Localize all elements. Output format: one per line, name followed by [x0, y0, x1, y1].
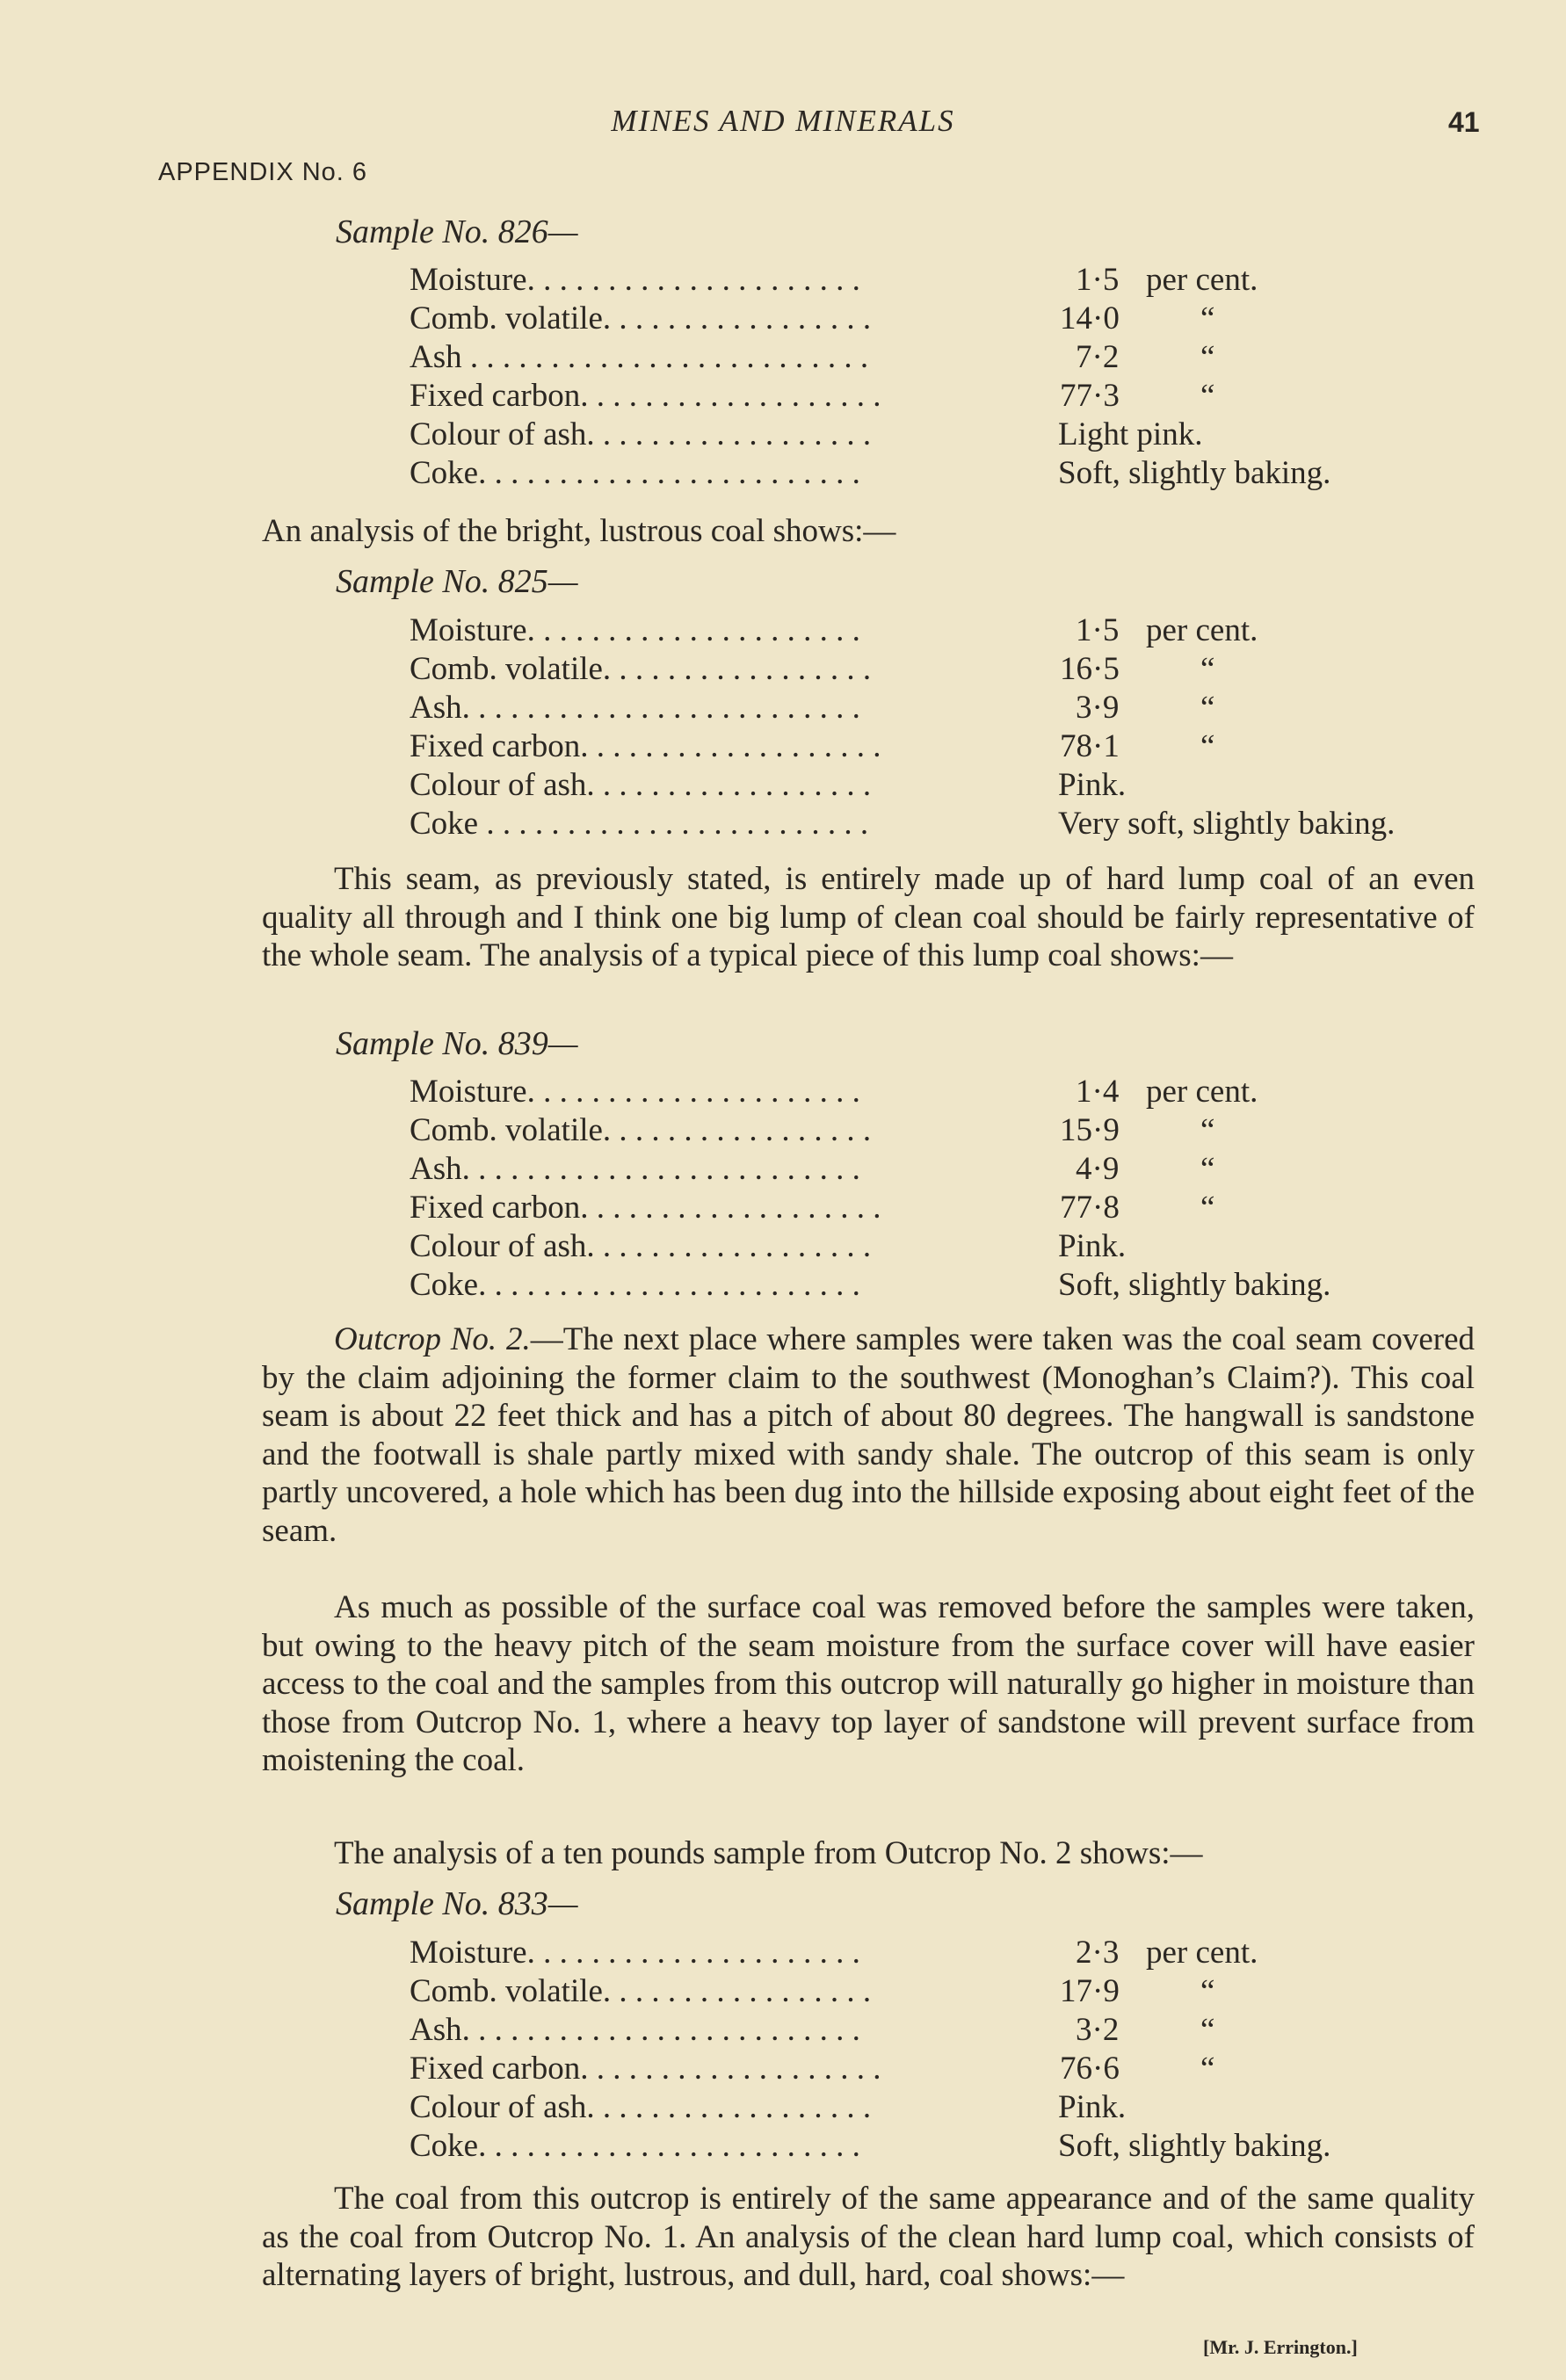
row-label: Colour of ash. . . . . . . . . . . . . . . . . .: [410, 2089, 872, 2125]
row-label: Moisture. . . . . . . . . . . . . . . . . . . . .: [410, 1935, 860, 1971]
row-value: Soft, slightly baking.: [1058, 1267, 1331, 1303]
paragraph-text: The coal from this outcrop is entirely of the same appearance and of the same quality as the coal from Outcrop No. 1. An analysis of the clean hard lump coal, which consists of alternating layers of bright, lustrous, and dull, hard, coal shows:—: [262, 2181, 1475, 2293]
row-value: Soft, slightly baking.: [1058, 455, 1331, 491]
sample-heading: Sample No. 825—: [336, 563, 578, 600]
row-label: Fixed carbon. . . . . . . . . . . . . . . . . . .: [410, 728, 881, 764]
row-unit: “: [1200, 1112, 1215, 1148]
paragraph-text: —The next place where samples were taken was the coal seam covered by the claim adjoining the former claim to the southwest (Monoghan’s Claim?). This coal seam is about 22 feet thick and has a pitch of about 80 degrees. The hangwall is sandstone and the footwall is shale partly mixed with sandy shale. The outcrop of this seam is only partly uncovered, a hole which has been dug into the hillside exposing about eight feet of the seam.: [262, 1321, 1475, 1549]
row-label: Coke . . . . . . . . . . . . . . . . . . . . . . . .: [410, 806, 869, 842]
paragraph: [262, 860, 1475, 975]
row-label: Fixed carbon. . . . . . . . . . . . . . . . . . .: [410, 2051, 881, 2087]
paragraph-lead: Outcrop No. 2.: [334, 1321, 531, 1357]
row-unit: per cent.: [1146, 1074, 1258, 1110]
row-value: 1·4: [1076, 1074, 1120, 1110]
row-value: 2·3: [1076, 1935, 1120, 1971]
footer-attribution: [Mr. J. Errington.]: [1203, 2336, 1358, 2358]
row-value: 76·6: [1060, 2051, 1120, 2087]
row-unit: per cent.: [1146, 262, 1258, 298]
sample-heading: Sample No. 839—: [336, 1025, 578, 1062]
row-value: 16·5: [1060, 651, 1120, 687]
row-value: 1·5: [1076, 262, 1120, 298]
row-label: Ash. . . . . . . . . . . . . . . . . . . . . . . . .: [410, 690, 860, 726]
row-unit: per cent.: [1146, 612, 1258, 648]
row-value: Very soft, slightly baking.: [1058, 806, 1396, 842]
row-value: 77·8: [1060, 1190, 1120, 1226]
paragraph: [262, 1320, 1475, 1550]
row-unit: “: [1200, 1190, 1215, 1226]
row-value: 3·2: [1076, 2012, 1120, 2048]
row-value: 1·5: [1076, 612, 1120, 648]
row-value: Pink.: [1058, 767, 1127, 803]
row-label: Ash. . . . . . . . . . . . . . . . . . . . . . . . .: [410, 2012, 860, 2048]
row-value: 78·1: [1060, 728, 1120, 764]
row-unit: per cent.: [1146, 1935, 1258, 1971]
row-unit: “: [1200, 690, 1215, 726]
row-value: 14·0: [1060, 300, 1120, 336]
row-unit: “: [1200, 2051, 1215, 2087]
row-label: Moisture. . . . . . . . . . . . . . . . . . . . .: [410, 1074, 860, 1110]
paragraph: An analysis of the bright, lustrous coal shows:—: [262, 513, 896, 549]
row-label: Comb. volatile. . . . . . . . . . . . . . . . .: [410, 651, 872, 687]
row-unit: “: [1200, 378, 1215, 414]
sample-heading: Sample No. 826—: [336, 213, 578, 250]
row-value: 15·9: [1060, 1112, 1120, 1148]
row-label: Fixed carbon. . . . . . . . . . . . . . . . . . .: [410, 378, 881, 414]
row-unit: “: [1200, 651, 1215, 687]
row-label: Comb. volatile. . . . . . . . . . . . . . . . .: [410, 1112, 872, 1148]
row-unit: “: [1200, 1151, 1215, 1187]
appendix-label: APPENDIX No. 6: [158, 158, 368, 186]
page-number: 41: [1448, 106, 1480, 138]
row-value: 4·9: [1076, 1151, 1120, 1187]
paragraph-text: As much as possible of the surface coal was removed before the samples were taken, but owing to the heavy pitch of the seam moisture from the surface cover will have easier access to the coal and the samples from this outcrop will naturally go higher in moisture than those from Outcrop No. 1, where a heavy top layer of sandstone will prevent surface from moistening the coal.: [262, 1589, 1475, 1778]
row-label: Comb. volatile. . . . . . . . . . . . . . . . .: [410, 1973, 872, 2009]
row-label: Coke. . . . . . . . . . . . . . . . . . . . . . . .: [410, 455, 860, 491]
row-label: Ash . . . . . . . . . . . . . . . . . . . . . . . . .: [410, 339, 869, 375]
row-unit: “: [1200, 300, 1215, 336]
row-label: Ash. . . . . . . . . . . . . . . . . . . . . . . . .: [410, 1151, 860, 1187]
row-label: Comb. volatile. . . . . . . . . . . . . . . . .: [410, 300, 872, 336]
row-label: Moisture. . . . . . . . . . . . . . . . . . . . .: [410, 262, 860, 298]
row-label: Fixed carbon. . . . . . . . . . . . . . . . . . .: [410, 1190, 881, 1226]
running-title: MINES AND MINERALS: [611, 104, 955, 138]
row-value: Soft, slightly baking.: [1058, 2128, 1331, 2164]
row-label: Colour of ash. . . . . . . . . . . . . . . . . .: [410, 1228, 872, 1264]
paragraph: [262, 2180, 1475, 2295]
row-label: Coke. . . . . . . . . . . . . . . . . . . . . . . .: [410, 2128, 860, 2164]
row-unit: “: [1200, 2012, 1215, 2048]
paragraph: [262, 1834, 1475, 1873]
row-label: Moisture. . . . . . . . . . . . . . . . . . . . .: [410, 612, 860, 648]
row-unit: “: [1200, 728, 1215, 764]
row-unit: “: [1200, 1973, 1215, 2009]
row-label: Coke. . . . . . . . . . . . . . . . . . . . . . . .: [410, 1267, 860, 1303]
row-value: 7·2: [1076, 339, 1120, 375]
row-value: Light pink.: [1058, 416, 1203, 452]
row-label: Colour of ash. . . . . . . . . . . . . . . . . .: [410, 416, 872, 452]
row-value: 17·9: [1060, 1973, 1120, 2009]
sample-heading: Sample No. 833—: [336, 1885, 578, 1922]
row-value: Pink.: [1058, 2089, 1127, 2125]
row-unit: “: [1200, 339, 1215, 375]
paragraph-text: This seam, as previously stated, is entirely made up of hard lump coal of an even quality all through and I think one big lump of clean coal should be fairly representative of the whole seam. The analysis of a typical piece of this lump coal shows:—: [262, 861, 1475, 973]
paragraph: [262, 1588, 1475, 1780]
row-value: 77·3: [1060, 378, 1120, 414]
paragraph-text: The analysis of a ten pounds sample from Outcrop No. 2 shows:—: [334, 1835, 1203, 1871]
row-label: Colour of ash. . . . . . . . . . . . . . . . . .: [410, 767, 872, 803]
row-value: 3·9: [1076, 690, 1120, 726]
row-value: Pink.: [1058, 1228, 1127, 1264]
